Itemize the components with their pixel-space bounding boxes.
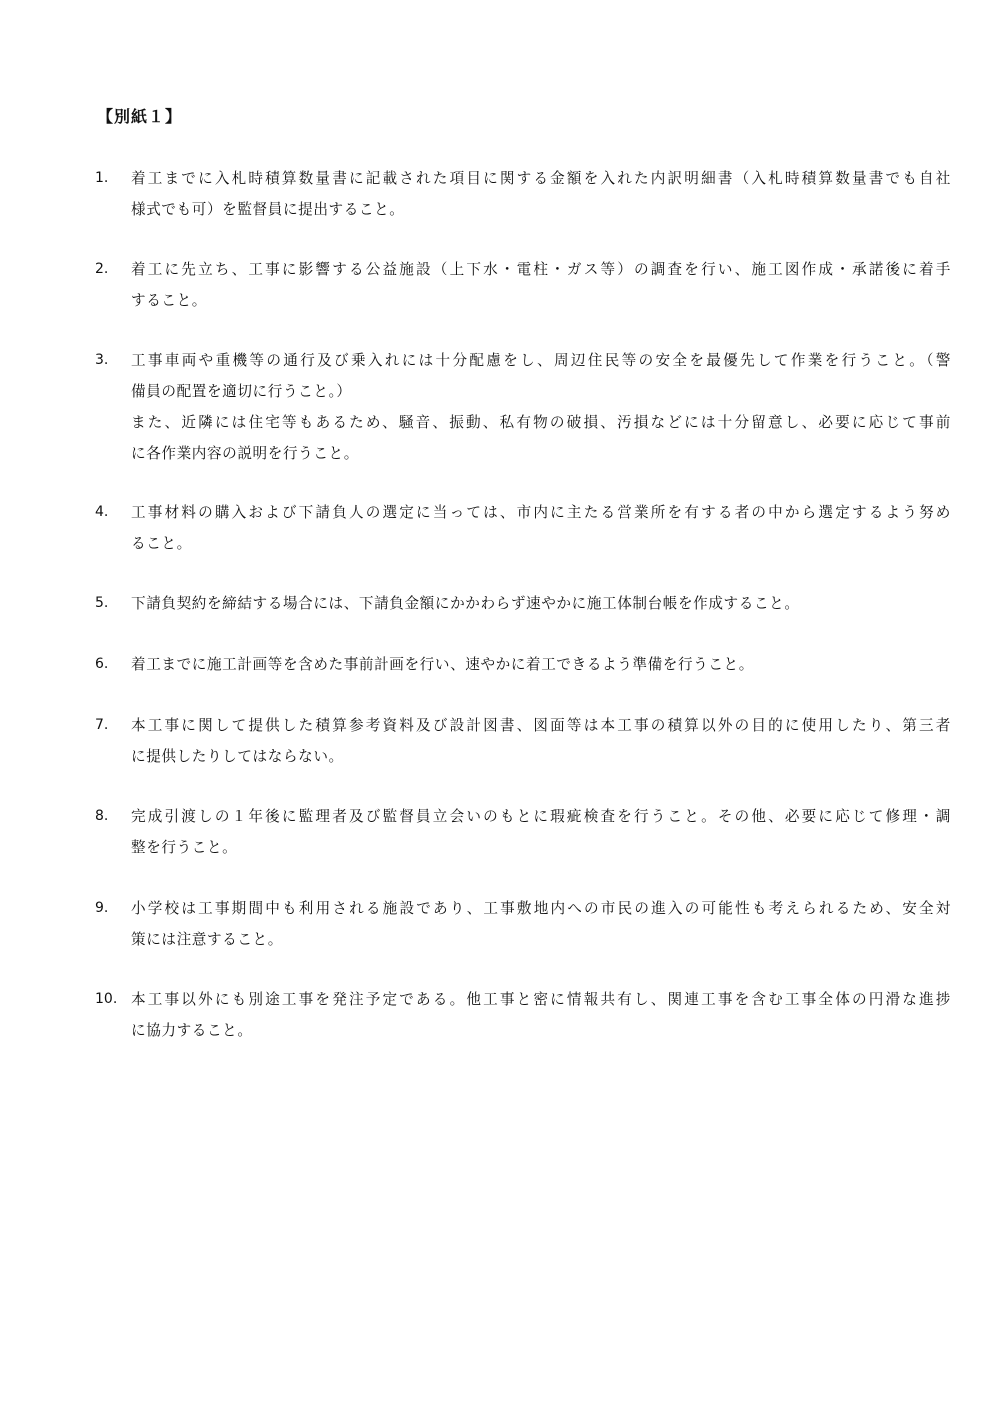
item-text xyxy=(131,163,951,225)
item-text xyxy=(131,345,951,469)
item-line: 本工事に関して提供した積算参考資料及び設計図書、図面等は本工事の積算以外の目的に使用したり、第三者 xyxy=(131,717,951,734)
item-line: また、近隣には住宅等もあるため、騒音、振動、私有物の破損、汚損などには十分留意し、必要に応じて事前 xyxy=(131,414,951,431)
item-number: 2. xyxy=(95,261,109,277)
item-line: すること。 xyxy=(131,292,207,309)
item-line: 工事車両や重機等の通行及び乗入れには十分配慮をし、周辺住民等の安全を最優先して作業を行うこと。（警 xyxy=(131,352,951,369)
item-line: 備員の配置を適切に行うこと。） xyxy=(131,383,352,400)
item-line: 様式でも可）を監督員に提出すること。 xyxy=(131,201,405,218)
item-text xyxy=(131,649,951,680)
item-line: 本工事以外にも別途工事を発注予定である。他工事と密に情報共有し、関連工事を含む工事全体の円滑な進捗 xyxy=(131,991,951,1008)
item-number: 7. xyxy=(95,717,109,733)
item-text xyxy=(131,893,951,955)
item-number: 9. xyxy=(95,900,109,916)
item-number: 3. xyxy=(95,352,109,368)
item-number: 4. xyxy=(95,504,109,520)
item-text xyxy=(131,588,951,619)
item-number: 8. xyxy=(95,808,109,824)
item-line: に協力すること。 xyxy=(131,1022,253,1039)
item-line: 工事材料の購入および下請負人の選定に当っては、市内に主たる営業所を有する者の中から選定するよう努め xyxy=(131,504,951,521)
item-line: ること。 xyxy=(131,535,192,552)
item-text xyxy=(131,984,951,1046)
item-text xyxy=(131,497,951,559)
item-line: 小学校は工事期間中も利用される施設であり、工事敷地内への市民の進入の可能性も考えられるため、安全対 xyxy=(131,900,951,917)
item-line: 着工までに施工計画等を含めた事前計画を行い、速やかに着工できるよう準備を行うこと。 xyxy=(131,656,754,673)
item-number: 1. xyxy=(95,170,109,186)
item-line: 着工までに入札時積算数量書に記載された項目に関する金額を入れた内訳明細書（入札時積算数量書でも自社 xyxy=(131,170,951,187)
item-line: 完成引渡しの１年後に監理者及び監督員立会いのもとに瑕疵検査を行うこと。その他、必要に応じて修理・調 xyxy=(131,808,951,825)
item-text xyxy=(131,801,951,863)
item-line: 策には注意すること。 xyxy=(131,931,283,948)
item-line: に各作業内容の説明を行うこと。 xyxy=(131,445,359,462)
document-title: 【別紙１】 xyxy=(97,107,183,126)
item-line: 着工に先立ち、工事に影響する公益施設（上下水・電柱・ガス等）の調査を行い、施工図作成・承諾後に着手 xyxy=(131,261,951,278)
item-number: 6. xyxy=(95,656,109,672)
item-number: 5. xyxy=(95,595,109,611)
item-number: 10. xyxy=(95,991,118,1007)
item-text xyxy=(131,254,951,316)
item-line: 下請負契約を締結する場合には、下請負金額にかかわらず速やかに施工体制台帳を作成すること。 xyxy=(131,595,800,612)
item-text xyxy=(131,710,951,772)
item-line: に提供したりしてはならない。 xyxy=(131,748,344,765)
item-line: 整を行うこと。 xyxy=(131,839,238,856)
